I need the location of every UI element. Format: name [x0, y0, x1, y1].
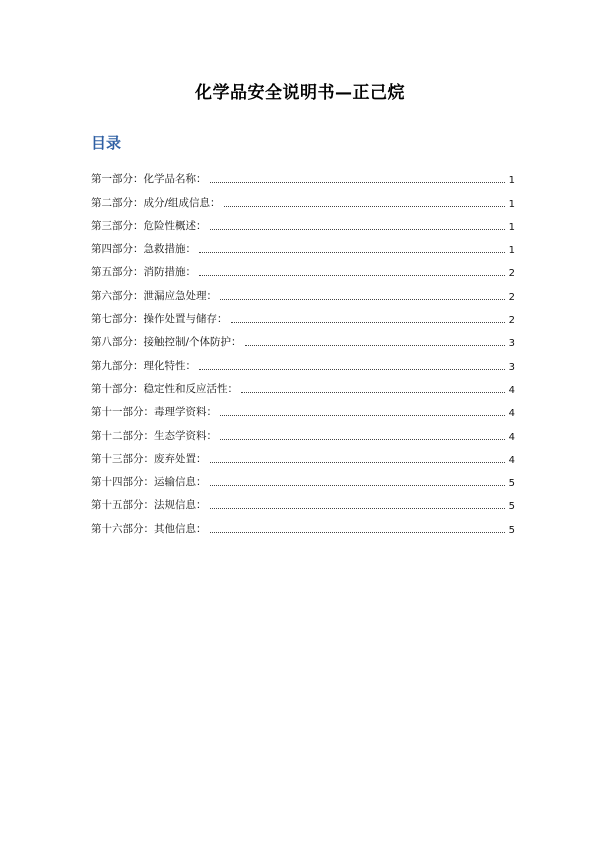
toc-dot-leader — [210, 532, 505, 533]
toc-dot-leader — [241, 392, 505, 393]
toc-entry-label: 第九部分：理化特性： — [91, 359, 196, 372]
toc-entry-page-number: 2 — [508, 268, 515, 280]
toc-entry[interactable] — [91, 349, 515, 372]
toc-entry-page-number: 4 — [508, 431, 515, 443]
toc-entry-label: 第八部分：接触控制/个体防护： — [91, 336, 242, 349]
toc-entry-page-number: 1 — [508, 175, 515, 187]
toc-entry[interactable] — [91, 163, 515, 186]
toc-dot-leader — [199, 275, 505, 276]
toc-entry-label: 第六部分：泄漏应急处理： — [91, 289, 217, 302]
toc-dot-leader — [220, 299, 505, 300]
toc-entry[interactable] — [91, 373, 515, 396]
toc-dot-leader — [210, 508, 505, 509]
table-of-contents — [91, 163, 515, 536]
toc-entry[interactable] — [91, 233, 515, 256]
toc-entry-page-number: 4 — [508, 408, 515, 420]
toc-entry-page-number: 2 — [508, 315, 515, 327]
toc-entry-label: 第三部分：危险性概述： — [91, 219, 207, 232]
toc-entry[interactable] — [91, 186, 515, 209]
toc-entry-label: 第十五部分：法规信息： — [91, 499, 207, 512]
toc-entry-page-number: 1 — [508, 198, 515, 210]
toc-dot-leader — [220, 415, 505, 416]
toc-entry-label: 第十一部分：毒理学资料： — [91, 406, 217, 419]
toc-entry-page-number: 1 — [508, 245, 515, 257]
toc-entry-page-number: 2 — [508, 291, 515, 303]
toc-entry[interactable] — [91, 512, 515, 535]
toc-entry-page-number: 3 — [508, 361, 515, 373]
toc-entry-label: 第七部分：操作处置与储存： — [91, 313, 228, 326]
toc-entry-page-number: 4 — [508, 384, 515, 396]
toc-dot-leader — [245, 345, 505, 346]
toc-entry-label: 第十六部分：其他信息： — [91, 522, 207, 535]
toc-dot-leader — [199, 252, 505, 253]
toc-dot-leader — [210, 182, 505, 183]
toc-heading: 目录 — [91, 134, 122, 152]
toc-entry-page-number: 5 — [508, 524, 515, 536]
toc-entry[interactable] — [91, 303, 515, 326]
toc-entry[interactable] — [91, 279, 515, 302]
toc-entry[interactable] — [91, 466, 515, 489]
toc-entry-page-number: 1 — [508, 221, 515, 233]
document-title: 化学品安全说明书—正己烷 — [195, 83, 405, 103]
toc-entry[interactable] — [91, 326, 515, 349]
toc-dot-leader — [220, 439, 505, 440]
toc-entry-page-number: 3 — [508, 338, 515, 350]
toc-entry[interactable] — [91, 443, 515, 466]
toc-entry-label: 第十四部分：运输信息： — [91, 476, 207, 489]
toc-entry-label: 第二部分：成分/组成信息： — [91, 196, 221, 209]
toc-dot-leader — [199, 369, 505, 370]
toc-entry-label: 第一部分：化学品名称： — [91, 173, 207, 186]
toc-dot-leader — [210, 485, 505, 486]
toc-entry-page-number: 5 — [508, 478, 515, 490]
toc-dot-leader — [224, 206, 505, 207]
toc-entry-page-number: 4 — [508, 454, 515, 466]
toc-entry[interactable] — [91, 256, 515, 279]
toc-entry[interactable] — [91, 210, 515, 233]
toc-entry[interactable] — [91, 396, 515, 419]
toc-entry[interactable] — [91, 489, 515, 512]
toc-dot-leader — [210, 462, 505, 463]
toc-entry-label: 第十二部分：生态学资料： — [91, 429, 217, 442]
toc-dot-leader — [210, 229, 505, 230]
toc-entry[interactable] — [91, 419, 515, 442]
toc-entry-label: 第十部分：稳定性和反应活性： — [91, 382, 238, 395]
toc-dot-leader — [231, 322, 505, 323]
toc-entry-label: 第十三部分：废弃处置： — [91, 452, 207, 465]
toc-entry-page-number: 5 — [508, 501, 515, 513]
toc-entry-label: 第五部分：消防措施： — [91, 266, 196, 279]
toc-entry-label: 第四部分：急救措施： — [91, 243, 196, 256]
